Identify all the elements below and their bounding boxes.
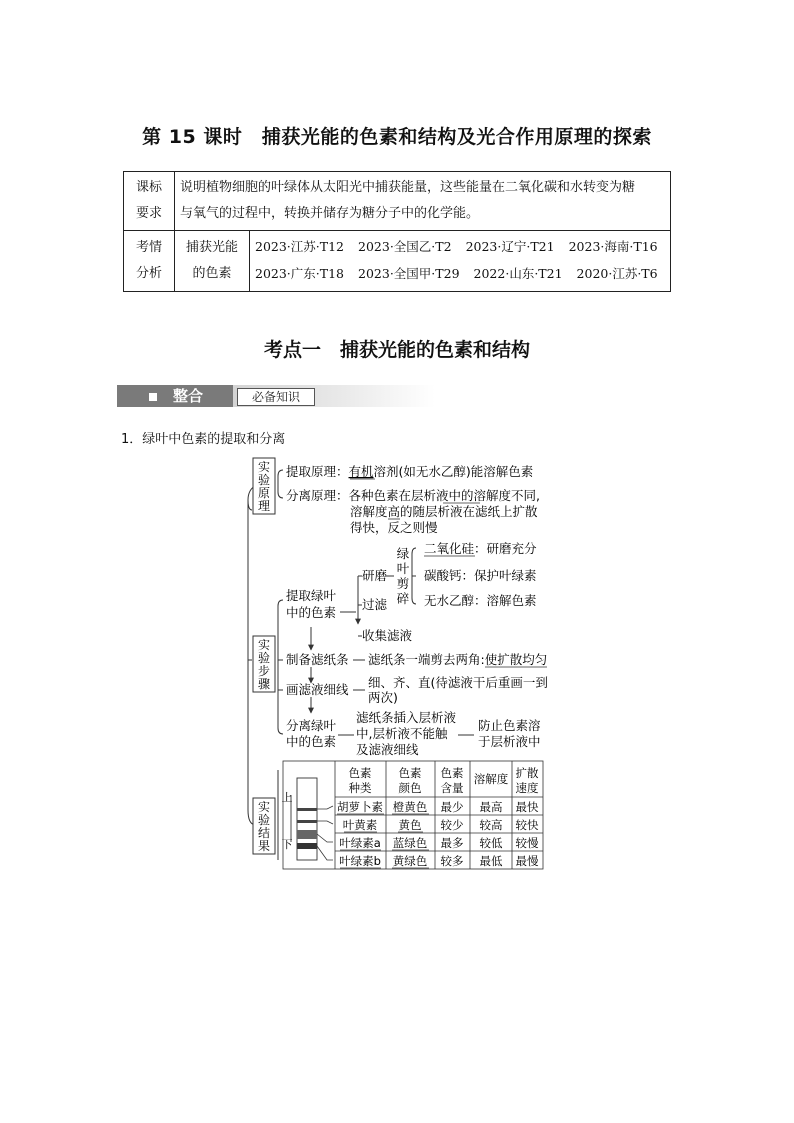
- exam-ref: 2023·广东·T18: [255, 266, 345, 281]
- req-head-2: 要求: [135, 206, 162, 221]
- box-principle: [253, 458, 275, 514]
- header-speed-1: 扩散: [515, 766, 539, 780]
- cell: 较慢: [515, 836, 539, 850]
- header-color-2: 颜色: [398, 781, 422, 795]
- box-results: [253, 798, 275, 854]
- cell: 较快: [515, 818, 539, 832]
- banner-dark-label: 整合: [173, 387, 204, 405]
- svg-text:步: 步: [257, 664, 271, 678]
- step-paper: 制备滤纸条: [286, 652, 349, 667]
- section-title: 考点一 捕获光能的色素和结构: [263, 339, 530, 361]
- sep-goal-2: 于层析液中: [478, 734, 541, 749]
- filter-label: 过滤: [362, 597, 388, 612]
- results-rows: [337, 800, 539, 868]
- svg-text:验: 验: [257, 813, 271, 827]
- exam-ref: 2023·辽宁·T21: [465, 239, 555, 254]
- svg-text:结: 结: [257, 826, 271, 840]
- exam-ref: 2023·海南·T16: [568, 239, 658, 254]
- req-text-line-2: 与氧气的过程中，转换并储存为糖分子中的化学能。: [180, 206, 480, 221]
- cell: 黄色: [398, 818, 422, 832]
- cell: 最少: [440, 800, 464, 814]
- box-steps: [253, 636, 275, 692]
- analysis-head-2: 分析: [135, 266, 162, 281]
- cell: 最低: [479, 854, 503, 868]
- sep-text-3: 及滤液细线: [356, 742, 419, 757]
- svg-text:验: 验: [257, 473, 271, 487]
- subheading: 1．绿叶中色素的提取和分离: [121, 432, 286, 447]
- exam-ref: 2023·全国甲·T29: [358, 266, 460, 281]
- step-line: 画滤液细线: [286, 682, 349, 697]
- sep-goal-1: 防止色素溶: [478, 718, 541, 733]
- header-speed-2: 速度: [515, 781, 539, 795]
- req-text-line-1: 说明植物细胞的叶绿体从太阳光中捕获能量，这些能量在二氧化碳和水转变为糖: [180, 180, 636, 195]
- extract-principle: 提取原理：有机溶剂(如无水乙醇)能溶解色素: [286, 464, 534, 479]
- extract-step-2: 中的色素: [286, 605, 337, 620]
- cell: 较低: [479, 836, 503, 850]
- svg-text:理: 理: [257, 499, 271, 513]
- cell: 最多: [440, 836, 464, 850]
- header-amount-2: 含量: [440, 781, 464, 795]
- step-sep-1: 分离绿叶: [286, 718, 337, 733]
- exam-ref: 2022·山东·T21: [473, 266, 563, 281]
- header-solubility: 溶解度: [473, 772, 509, 786]
- svg-text:骤: 骤: [257, 677, 271, 691]
- line-text-1: 细、齐、直(待滤液干后重画一到: [368, 675, 548, 690]
- cell: 最快: [515, 800, 539, 814]
- cell: 较多: [440, 854, 464, 868]
- chromatography-strip: [282, 778, 334, 860]
- cell: 胡萝卜素: [337, 800, 383, 814]
- strip-bottom: 下: [281, 838, 293, 851]
- separation-line-3: 得快，反之则慢: [350, 520, 438, 535]
- cell: 最高: [479, 800, 503, 814]
- leaf-cut-4: 碎: [396, 591, 410, 606]
- cell: 最慢: [515, 854, 539, 868]
- cell: 较高: [479, 818, 503, 832]
- strip-top: 上: [281, 791, 293, 804]
- separation-principle: 分离原理：各种色素在层析液中的溶解度不同,: [286, 488, 541, 503]
- req-head-1: 课标: [135, 180, 162, 195]
- reagent-ethanol: 无水乙醇：溶解色素: [424, 593, 537, 608]
- sep-text-1: 滤纸条插入层析液: [356, 710, 457, 725]
- reagent-silica: 二氧化硅：研磨充分: [424, 541, 537, 556]
- cell: 黄绿色: [392, 854, 428, 868]
- leaf-cut-3: 剪: [396, 576, 410, 591]
- svg-text:原: 原: [257, 486, 271, 500]
- cell: 蓝绿色: [392, 836, 428, 850]
- cell: 较少: [440, 818, 464, 832]
- banner-light-label: 必备知识: [237, 388, 315, 406]
- separation-line-2: 溶解度高的随层析液在滤纸上扩散: [350, 504, 538, 519]
- svg-text:验: 验: [257, 651, 271, 665]
- extract-step-1: 提取绿叶: [286, 588, 337, 603]
- exam-ref: 2023·全国乙·T2: [358, 239, 452, 254]
- leaf-cut-2: 叶: [396, 561, 410, 576]
- reagent-calcium: 碳酸钙：保护叶绿素: [424, 568, 537, 583]
- exam-ref: 2023·江苏·T12: [255, 239, 345, 254]
- cell: 橙黄色: [392, 800, 428, 814]
- grind-label: 研磨: [362, 568, 388, 583]
- header-color-1: 色素: [398, 766, 422, 780]
- step-sep-2: 中的色素: [286, 734, 337, 749]
- results-headers: [349, 766, 539, 795]
- svg-text:实: 实: [257, 460, 271, 474]
- svg-text:果: 果: [257, 839, 271, 853]
- analysis-topic-1: 捕获光能: [185, 240, 238, 255]
- collect-label: 收集滤液: [362, 628, 413, 643]
- header-amount-1: 色素: [440, 766, 464, 780]
- exam-ref: 2020·江苏·T6: [576, 266, 658, 281]
- analysis-head-1: 考情: [135, 240, 162, 255]
- cell: 叶黄素: [342, 818, 378, 832]
- header-type-1: 色素: [348, 766, 372, 780]
- line-text-2: 两次): [368, 690, 398, 705]
- paper-text: 滤纸条一端剪去两角:使扩散均匀: [368, 652, 548, 667]
- sep-text-2: 中,层析液不能触: [356, 726, 448, 741]
- svg-text:实: 实: [257, 638, 271, 652]
- page-title: 第 15 课时 捕获光能的色素和结构及光合作用原理的探索: [142, 126, 652, 148]
- analysis-topic-2: 的色素: [192, 266, 232, 281]
- cell: 叶绿素a: [339, 836, 381, 850]
- svg-text:实: 实: [257, 800, 271, 814]
- cell: 叶绿素b: [339, 854, 381, 868]
- leaf-cut-1: 绿: [396, 546, 410, 561]
- header-type-2: 种类: [348, 781, 372, 795]
